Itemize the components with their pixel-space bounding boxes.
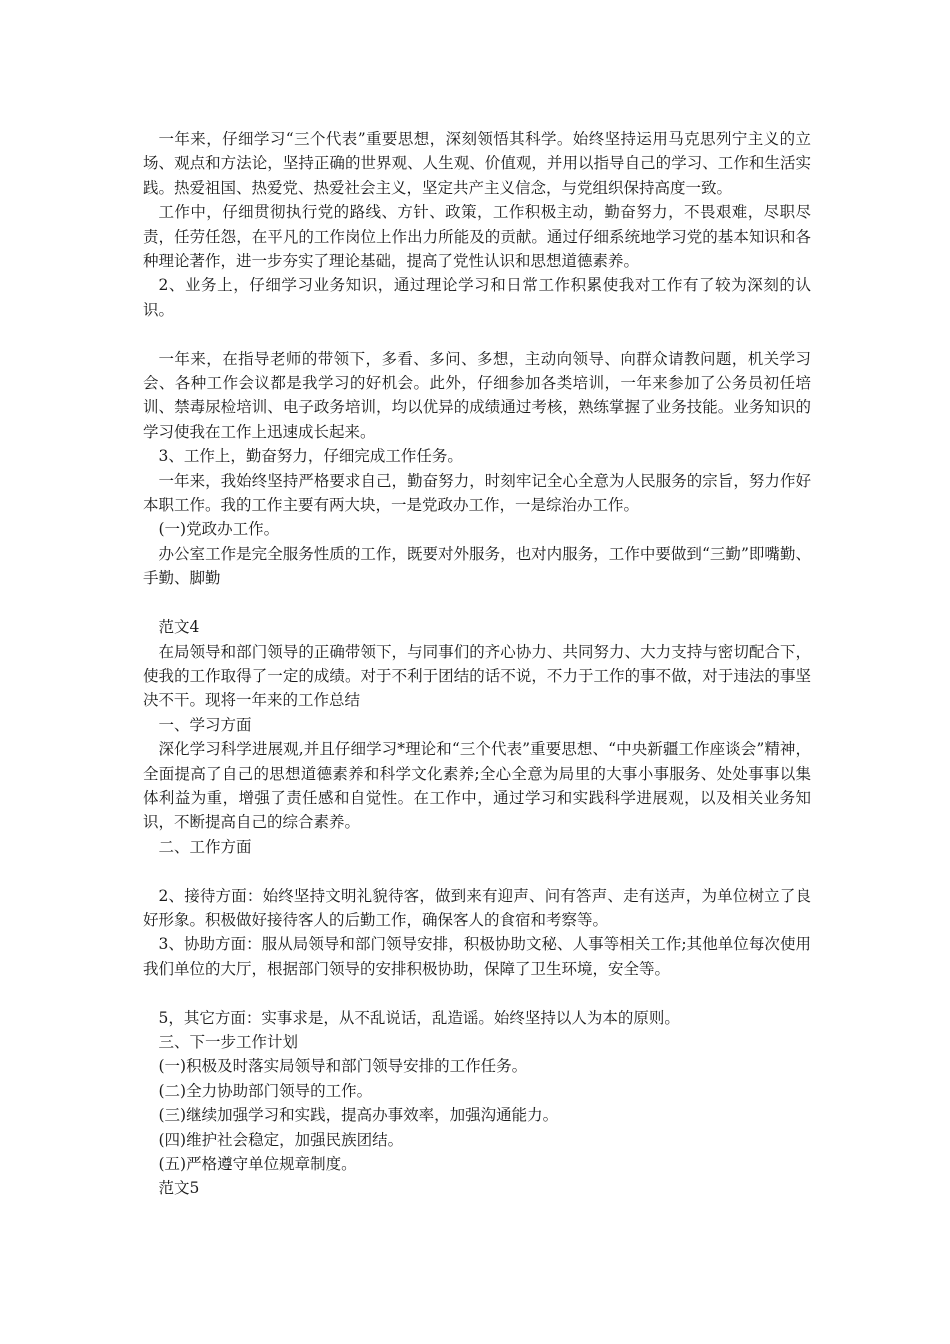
paragraph: (一)党政办工作。 — [158, 520, 280, 539]
paragraph: 一年来，我始终坚持严格要求自己，勤奋努力，时刻牢记全心全意为人民服务的宗旨，努力作好本职工作。我的工作主要有两大块，一是党政办工作，一是综治办工作。 — [143, 471, 811, 515]
section-heading: 二、工作方面 — [158, 837, 252, 856]
section-heading: 范文5 — [158, 1179, 200, 1198]
paragraph: 2、业务上，仔细学习业务知识，通过理论学习和日常工作积累使我对工作有了较为深刻的认识。 — [143, 276, 811, 319]
section-heading: 三、下一步工作计划 — [158, 1032, 299, 1051]
paragraph: 一年来，在指导老师的带领下，多看、多问、多想，主动向领导、向群众请教问题，机关学习会、各种工作会议都是我学习的好机会。此外，仔细参加各类培训，一年来参加了公务员初任培训、禁毒尿检培训、电子政务培训，均以优异的成绩通过考核，熟练掌握了业务技能。业务知识的学习使我在工作上迅速成长起来。 — [143, 349, 811, 441]
paragraph: 2、接待方面：始终坚持文明礼貌待客，做到来有迎声、问有答声、走有送声，为单位树立了良好形象。积极做好接待客人的后勤工作，确保客人的食宿和考察等。 — [143, 886, 811, 929]
spacer — [143, 981, 811, 1005]
paragraph: 3、协助方面：服从局领导和部门领导安排，积极协助文秘、人事等相关工作;其他单位每次使用我们单位的大厅，根据部门领导的安排积极协助，保障了卫生环境，安全等。 — [143, 935, 811, 978]
document-body — [143, 127, 811, 1201]
spacer — [143, 591, 811, 615]
list-item: (五)严格遵守单位规章制度。 — [158, 1155, 357, 1173]
paragraph: 一年来，仔细学习“三个代表”重要思想，深刻领悟其科学。始终坚持运用马克思列宁主义的立场、观点和方法论，坚持正确的世界观、人生观、价值观，并用以指导自己的学习、工作和生活实践。热爱祖国、热爱党、热爱社会主义，坚定共产主义信念，与党组织保持高度一致。 — [143, 130, 811, 197]
paragraph: 办公室工作是完全服务性质的工作，既要对外服务，也对内服务，工作中要做到“三勤”即嘴勤、手勤、脚勤 — [143, 544, 811, 588]
list-item: (四)维护社会稳定，加强民族团结。 — [158, 1130, 404, 1149]
list-item: (一)积极及时落实局领导和部门领导安排的工作任务。 — [158, 1057, 528, 1076]
paragraph: 3、工作上，勤奋努力，仔细完成工作任务。 — [158, 447, 463, 466]
list-item: (三)继续加强学习和实践，提高办事效率，加强沟通能力。 — [158, 1106, 559, 1125]
paragraph: 5，其它方面：实事求是，从不乱说话，乱造谣。始终坚持以人为本的原则。 — [158, 1008, 680, 1027]
paragraph: 深化学习科学进展观,并且仔细学习*理论和“三个代表”重要思想、“中央新疆工作座谈会”精神，全面提高了自己的思想道德素养和科学文化素养;全心全意为局里的大事小事服务、处处事事以集体利益为重，增强了责任感和自觉性。在工作中，通过学习和实践科学进展观，以及相关业务知识，不断提高自己的综合素养。 — [143, 740, 811, 832]
list-item: (二)全力协助部门领导的工作。 — [158, 1081, 373, 1100]
section-heading: 范文4 — [158, 618, 200, 637]
spacer — [143, 859, 811, 883]
spacer — [143, 322, 811, 346]
paragraph: 工作中，仔细贯彻执行党的路线、方针、政策，工作积极主动，勤奋努力，不畏艰难，尽职尽责，任劳任怨，在平凡的工作岗位上作出力所能及的贡献。通过仔细系统地学习党的基本知识和各种理论著作，进一步夯实了理论基础，提高了党性认识和思想道德素养。 — [143, 203, 811, 271]
section-heading: 一、学习方面 — [158, 715, 252, 734]
paragraph: 在局领导和部门领导的正确带领下，与同事们的齐心协力、共同努力、大力支持与密切配合下，使我的工作取得了一定的成绩。对于不利于团结的话不说，不力于工作的事不做，对于违法的事坚决不干。现将一年来的工作总结 — [143, 642, 811, 710]
